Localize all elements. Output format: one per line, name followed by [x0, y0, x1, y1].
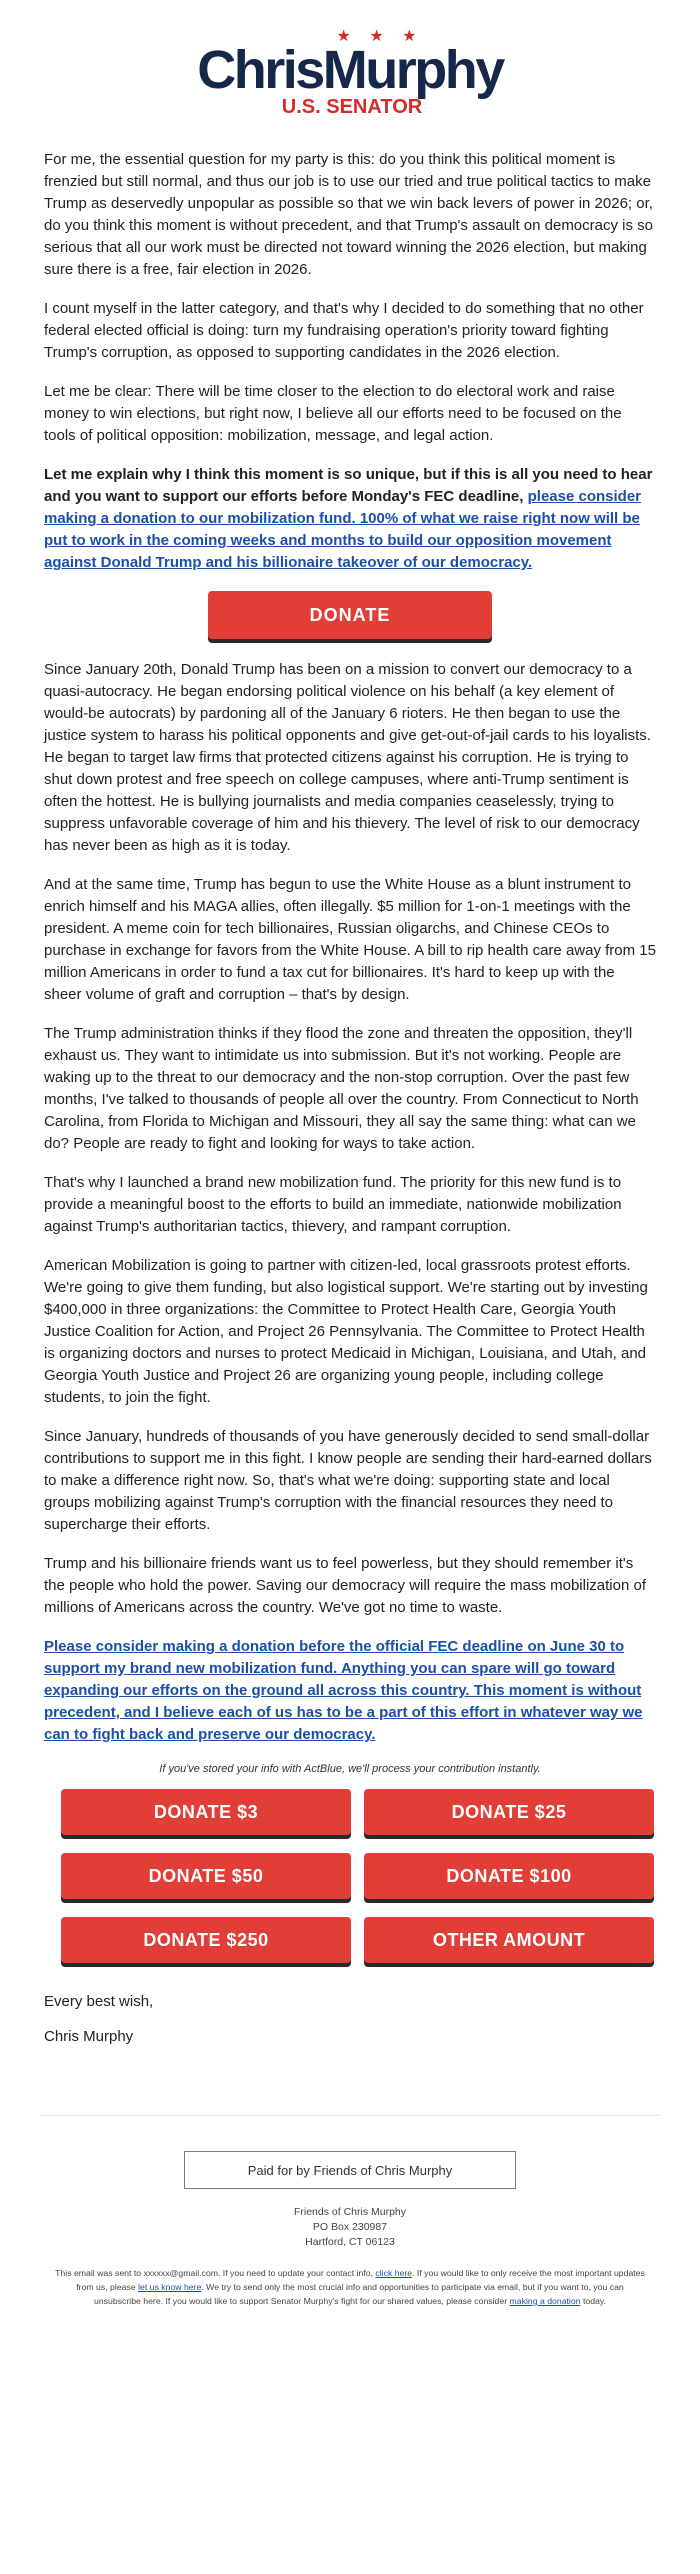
preferences-link[interactable]: let us know here	[138, 2282, 202, 2292]
donate-25-button[interactable]: DONATE $25	[364, 1789, 654, 1835]
paid-for-text: Paid for by Friends of Chris Murphy	[247, 2162, 453, 2178]
logo-subtitle: U.S. SENATOR	[281, 96, 423, 118]
paragraph: American Mobilization is going to partner with citizen-led, local grassroots protest efforts. We're going to give them funding, but also logistical support. We're starting out by investing $400,000 in three organizations: the Committee to Protect Health Care, Georgia Youth Justice Coalition for Action, and Project 26 Pennsylvania. The Committee to Protect Health is organizing doctors and nurses to protect Medicaid in Michigan, Louisiana, and Utah, and Georgia Youth Justice and Project 26 are organizing young people, including college students, to join the fight.	[44, 1257, 648, 1406]
paragraph-ask	[44, 464, 656, 574]
email-body	[40, 0, 660, 2308]
donation-link[interactable]: please consider making a donation to our mobilization fund. 100% of what we raise right now will be put to work in the coming weeks and months to build our opposition movement against Donald Trump and his billionaire takeover of our democracy.	[44, 488, 641, 571]
legal-text: This email was sent to xxxxxx@gmail.com. If you need to update your contact info,	[55, 2268, 373, 2278]
paragraph: For me, the essential question for my party is this: do you think this political moment is frenzied but still normal, and thus our job is to use our tried and true political tactics to make Trump as deservedly unpopular as possible so that we win back levers of power in 2026; or, do you think this moment is without precedent, and that Trump's assault on democracy is so serious that all our work must be directed not toward winning the 2026 election, but making sure there is a free, fair election in 2026.	[44, 151, 654, 278]
actblue-note: If you've stored your info with ActBlue, we'll process your contribution instantly.	[159, 1763, 541, 1775]
legal-text: . If you would like to only receive the most important updates from us, please	[76, 2268, 645, 2292]
legal-footer	[55, 2266, 645, 2308]
donation-amount-grid	[40, 1789, 660, 1963]
donate-3-button[interactable]: DONATE $3	[61, 1789, 351, 1835]
stars-icon: ★ ★ ★	[336, 28, 424, 45]
paragraph: Since January 20th, Donald Trump has been on a mission to convert our democracy to a quasi-autocracy. He began endorsing political violence on his behalf (a key element of would-be autocrats) by pardoning all of the January 6 rioters. He then began to use the justice system to harass his political opponents and give get-out-of-jail cards to his loyalists. He began to target law firms that protected citizens against his corruption. He is trying to shut down protest and free speech on college campuses, where anti-Trump sentiment is often the hottest. He is bullying journalists and media companies ceaselessly, trying to suppress unfavorable coverage of him and his thievery. The level of risk to our democracy has never been as high as it is today.	[44, 661, 651, 854]
paragraph: Since January, hundreds of thousands of you have generously decided to send small-dollar contributions to support me in this fight. I know people are sending their hard-earned dollars to make a difference right now. So, that's what we're doing: supporting state and local groups mobilizing against Trump's corruption with the financial resources they need to supercharge their efforts.	[44, 1428, 652, 1533]
address-org: Friends of Chris Murphy	[293, 2206, 407, 2218]
signature-name: Chris Murphy	[44, 2028, 134, 2045]
signoff	[40, 1963, 660, 2045]
mailing-address	[40, 2205, 660, 2250]
footer-donation-link[interactable]: making a donation	[509, 2296, 581, 2306]
donation-link-closing[interactable]: Please consider making a donation before the official FEC deadline on June 30 to support my brand new mobilization fund. Anything you can spare will go toward expanding our efforts on the ground all across this country. This moment is without precedent, and I believe each of us has to be a part of this effort in whatever way we can to fight back and preserve our democracy.	[44, 1638, 643, 1743]
paragraph: And at the same time, Trump has begun to use the White House as a blunt instrument to enrich himself and his MAGA allies, often illegally. $5 million for 1-on-1 meetings with the president. A meme coin for tech billionaires, Russian oligarchs, and Chinese CEOs to purchase in exchange for favors from the White House. A bill to rip health care away from 15 million Americans in order to fund a tax cut for billionaires. It's hard to keep up with the sheer volume of graft and corruption – that's by design.	[44, 876, 656, 1003]
donate-100-button[interactable]: DONATE $100	[364, 1853, 654, 1899]
paragraph: I count myself in the latter category, and that's why I decided to do something that no other federal elected official is doing: turn my fundraising operation's priority toward fighting Trump's corruption, as opposed to supporting candidates in the 2026 election.	[44, 300, 644, 361]
paragraph: The Trump administration thinks if they flood the zone and threaten the opposition, they'll exhaust us. They want to intimidate us into submission. But it's not working. People are waking up to the threat to our democracy and the non-stop corruption. Over the past few months, I've talked to thousands of people all over the country. From Connecticut to North Carolina, from Florida to Michigan and Missouri, they all say the same thing: what can we do? People are ready to fight and looking for ways to take action.	[44, 1025, 639, 1152]
address-po-box: PO Box 230987	[312, 2221, 388, 2233]
address-city: Hartford, CT 06123	[305, 2236, 395, 2248]
paragraph: Trump and his billionaire friends want us to feel powerless, but they should remember it's the people who hold the power. Saving our democracy will require the mass mobilization of millions of Americans across the country. We've got no time to waste.	[44, 1555, 646, 1616]
closing: Every best wish,	[44, 1993, 154, 2010]
letter-content	[40, 135, 660, 1746]
ask-text: Let me explain why I think this moment is so unique, but if this is all you need to hear and you want to support our efforts before Monday's FEC deadline,	[44, 466, 653, 505]
other-amount-button[interactable]: OTHER AMOUNT	[364, 1917, 654, 1963]
paragraph: Let me be clear: There will be time closer to the election to do electoral work and raise money to win elections, but right now, I believe all our efforts need to be focused on the tools of political opposition: mobilization, message, and legal action.	[44, 383, 622, 444]
legal-text: . We try to send only the most crucial info and opportunities to participate via email, but if you want to, you can unsubscribe here. If you would like to support Senator Murphy's fight for our shared values, please consider	[94, 2282, 624, 2306]
paid-for-box	[184, 2151, 516, 2189]
divider	[40, 2115, 660, 2116]
update-contact-link[interactable]: click here	[375, 2268, 413, 2278]
donate-250-button[interactable]: DONATE $250	[61, 1917, 351, 1963]
donate-button[interactable]: DONATE	[208, 591, 492, 639]
chris-murphy-logo	[40, 0, 660, 135]
paragraph-closing-ask	[44, 1636, 656, 1746]
paragraph: That's why I launched a brand new mobilization fund. The priority for this new fund is to provide a meaningful boost to the efforts to build an immediate, nationwide mobilization against Trump's authoritarian tactics, thievery, and rampant corruption.	[44, 1174, 622, 1235]
donate-50-button[interactable]: DONATE $50	[61, 1853, 351, 1899]
logo-name: ChrisMurphy	[197, 40, 503, 100]
legal-text: today.	[582, 2296, 606, 2306]
